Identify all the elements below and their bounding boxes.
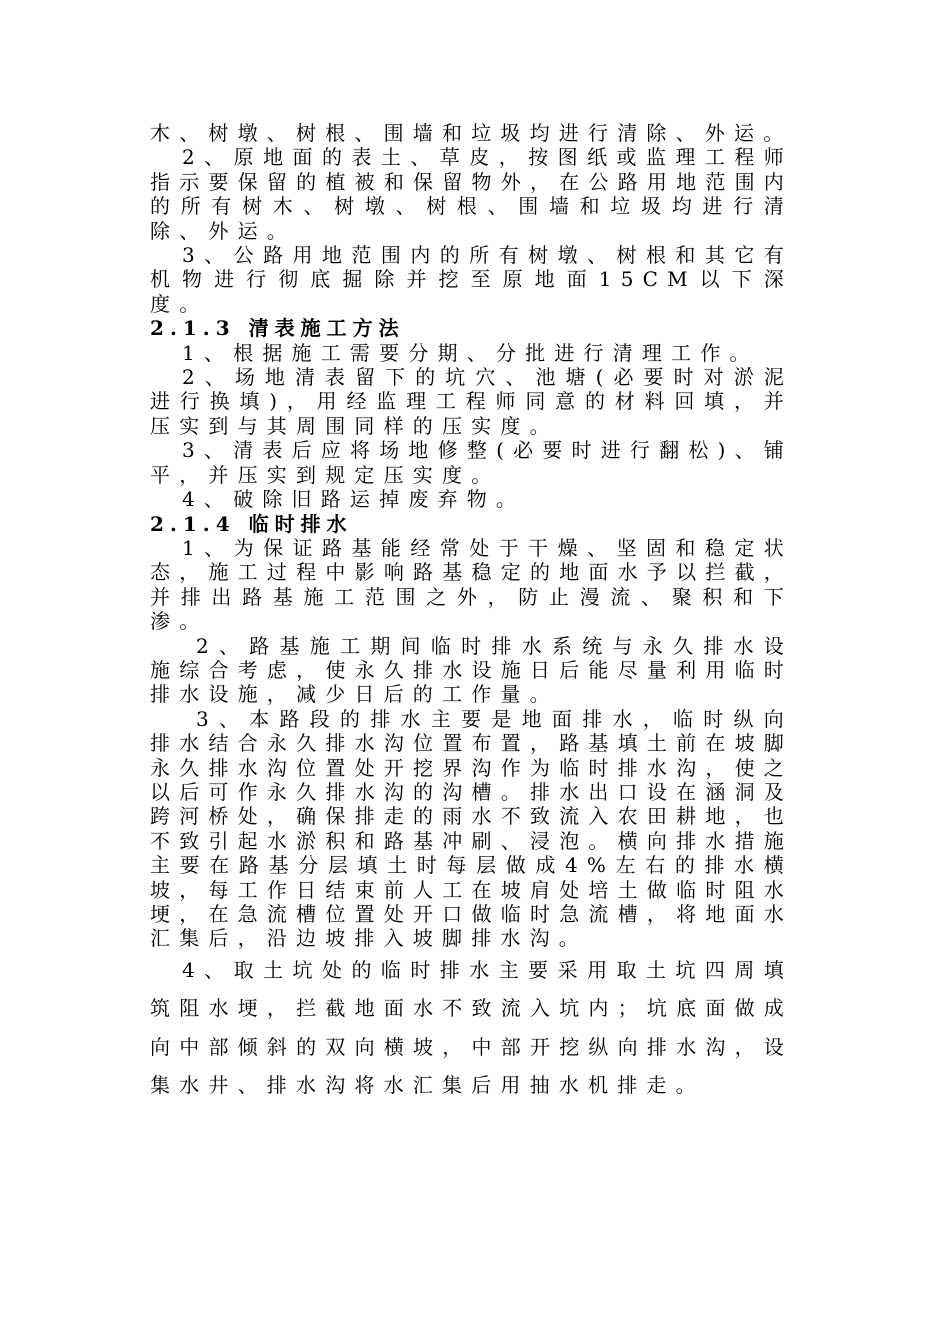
list-item: 4、破除旧路运掉废弃物。	[182, 487, 526, 512]
dense-text-block	[150, 121, 793, 951]
paragraph-continuation: 木、树墩、树根、围墙和垃圾均进行清除、外运。	[150, 121, 793, 145]
list-item: 3、清表后应将场地修整(必要时进行翻松)、铺平，并压实到规定压实度。	[150, 438, 793, 487]
document-body	[150, 121, 793, 1105]
list-item: 2、场地清表留下的坑穴、池塘(必要时对淤泥进行换填)，用经监理工程师同意的材料回填，并压实到与其周围同样的压实度。	[150, 365, 793, 438]
list-item: 1、根据施工需要分期、分批进行清理工作。	[182, 340, 759, 365]
list-item: 4、取土坑处的临时排水主要采用取土坑四周填筑阻水埂，拦截地面水不致流入坑内；坑底面做成向中部倾斜的双向横坡，中部开挖纵向排水沟，设集水井、排水沟将水汇集后用抽水机排走。	[150, 957, 793, 1098]
paragraph-tree-stumps: 3、公路用地范围内的所有树墩、树根和其它有机物进行彻底掘除并挖至原地面15CM以下深度。	[150, 243, 793, 316]
section-heading-2-1-4: 2.1.4 临时排水	[150, 511, 353, 536]
list-item: 3、本路段的排水主要是地面排水，临时纵向排水结合永久排水沟位置布置，路基填土前在坡脚永久排水沟位置处开挖界沟作为临时排水沟，使之以后可作永久排水沟的沟槽。排水出口设在涵洞及跨河桥处，确保排走的雨水不致流入农田耕地，也不致引起水淤积和路基冲刷、浸泡。横向排水措施主要在路基分层填土时每层做成4%左右的排水横坡，每工作日结束前人工在坡肩处培土做临时阻水埂，在急流槽位置处开口做临时急流槽，将地面水汇集后，沿边坡排入坡脚排水沟。	[150, 706, 793, 951]
loose-text-block	[150, 951, 793, 1105]
list-item: 1、为保证路基能经常处于干燥、坚固和稳定状态，施工过程中影响路基稳定的地面水予以拦截，并排出路基施工范围之外，防止漫流、聚积和下渗。	[150, 535, 793, 634]
list-item: 2、路基施工期间临时排水系统与永久排水设施综合考虑，使永久排水设施日后能尽量利用临时排水设施，减少日后的工作量。	[150, 633, 793, 707]
paragraph-original-ground: 2、原地面的表土、草皮，按图纸或监理工程师指示要保留的植被和保留物外，在公路用地范围内的所有树木、树墩、树根、围墙和垃圾均进行清除、外运。	[150, 145, 793, 243]
section-heading-2-1-3: 2.1.3 清表施工方法	[150, 316, 405, 341]
